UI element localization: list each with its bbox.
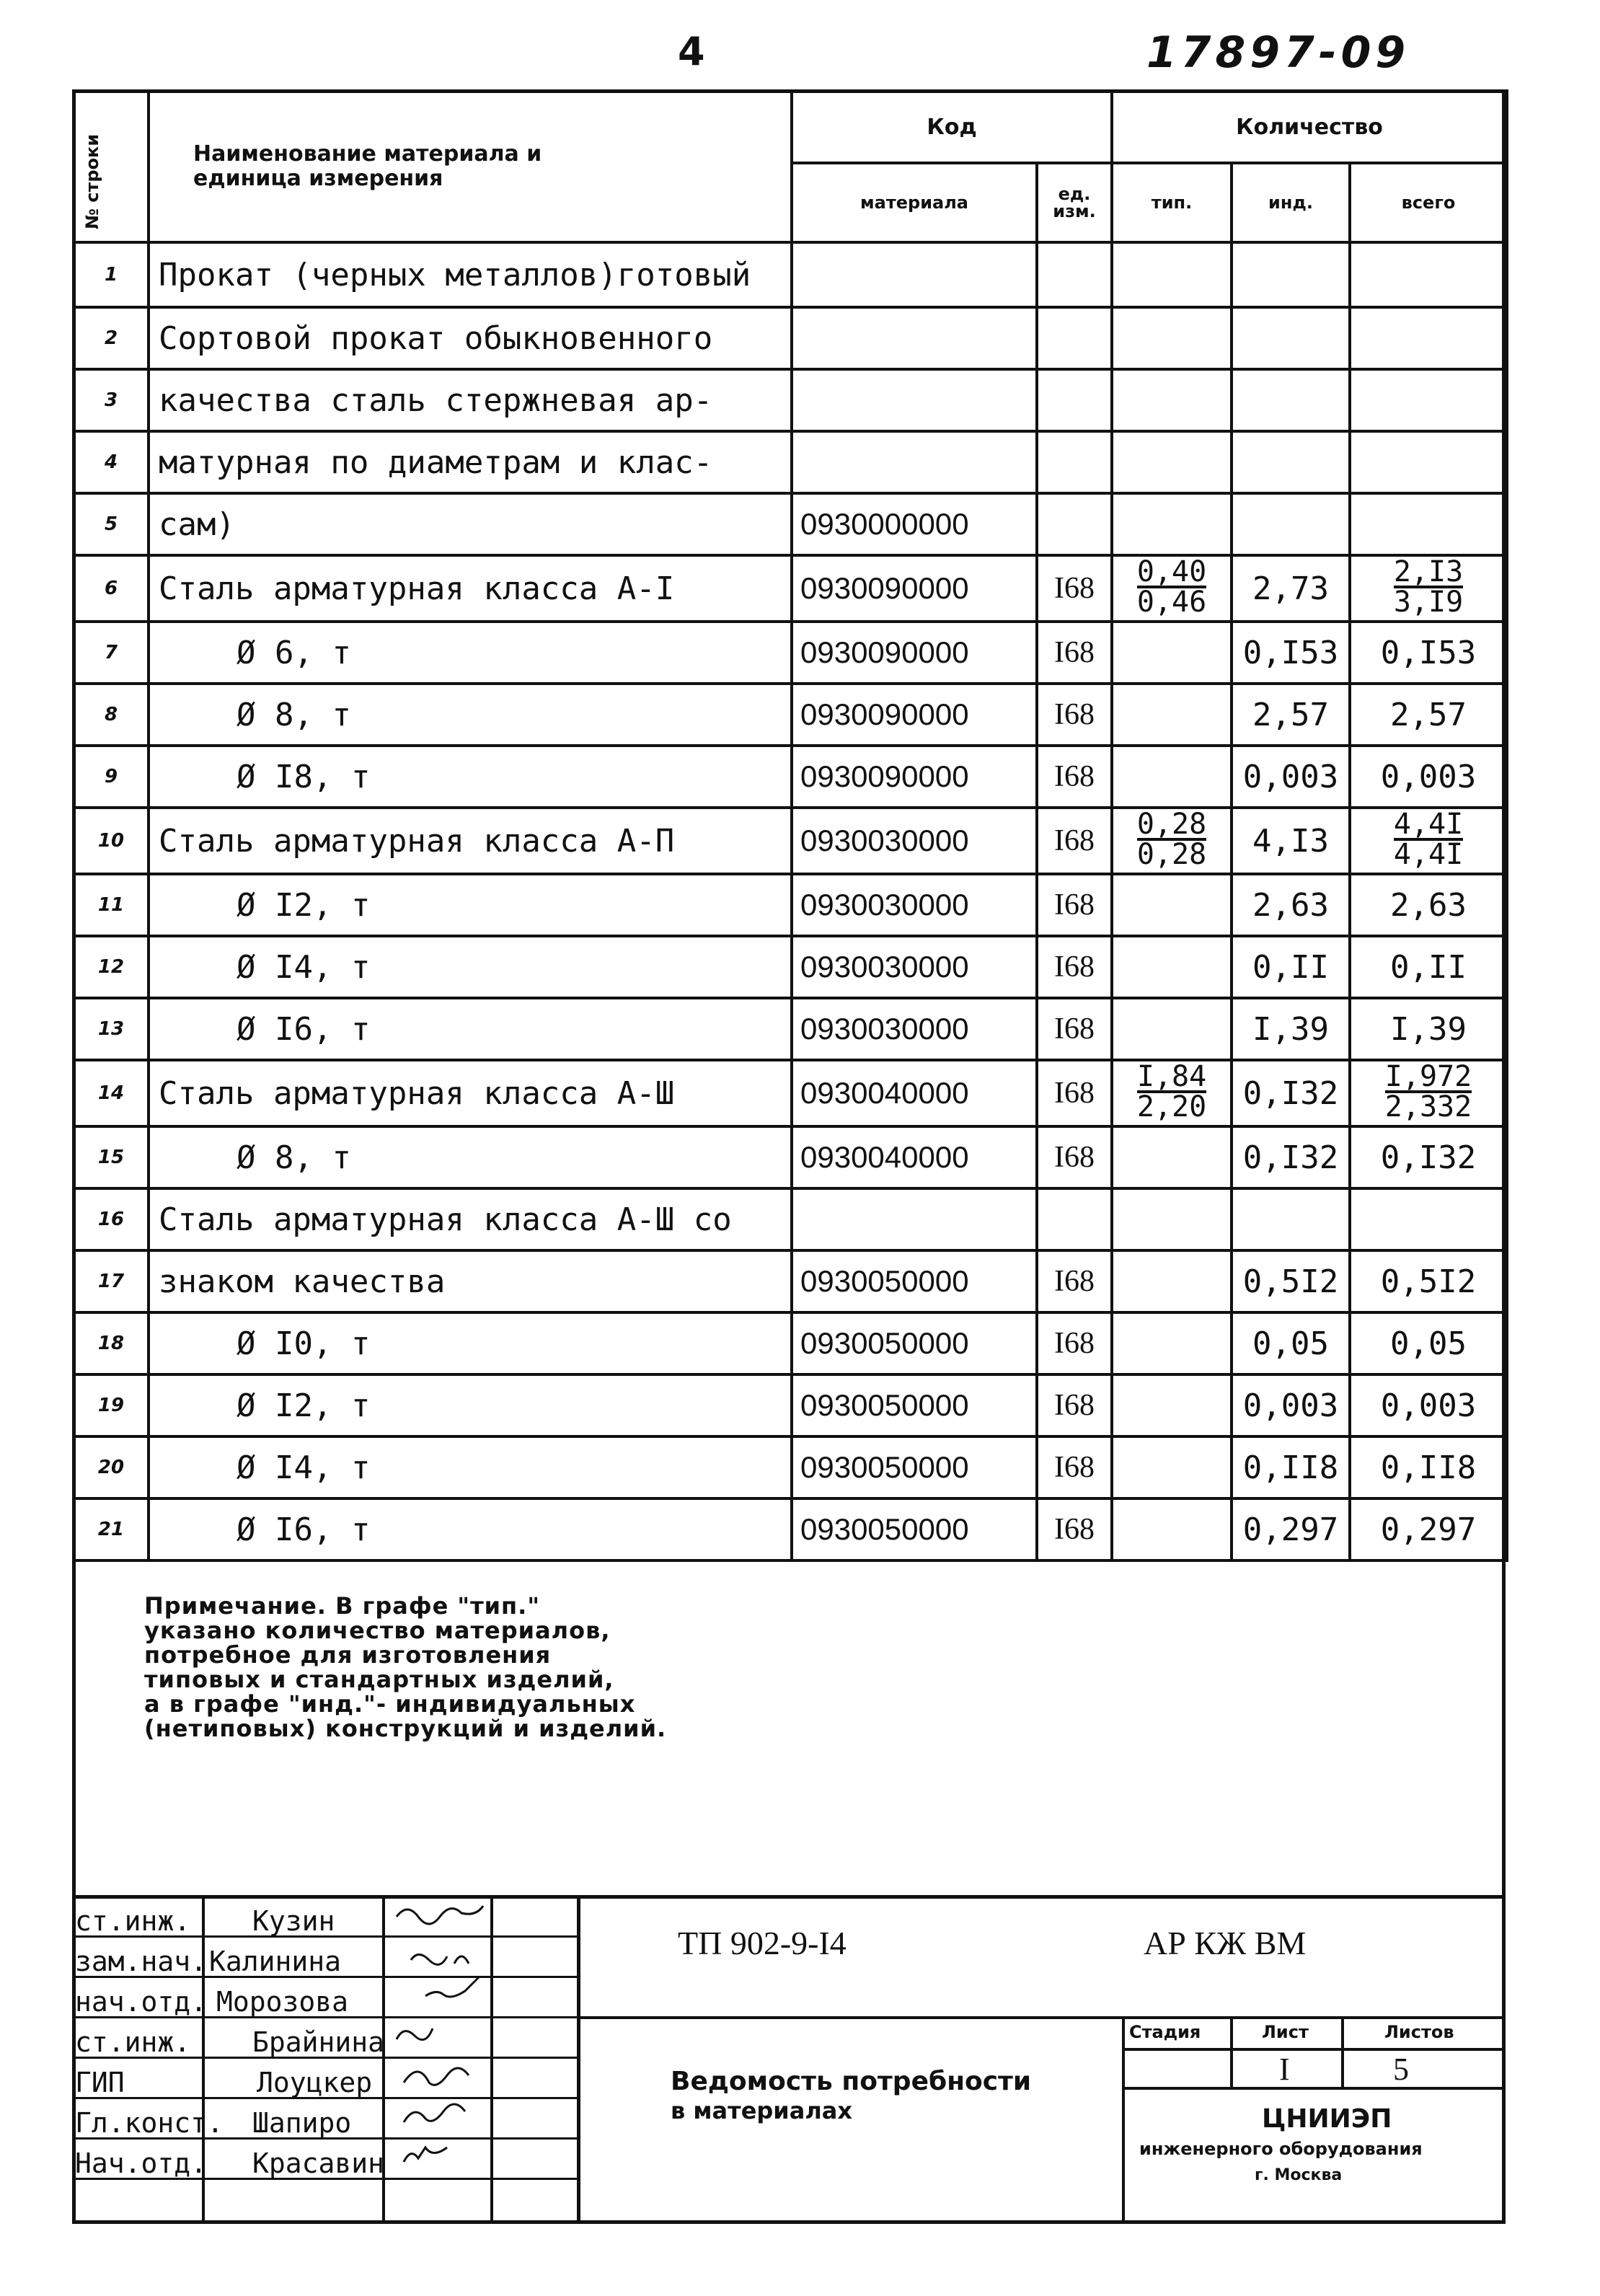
row-number: 21 [74, 1498, 149, 1560]
qty-type [1112, 555, 1232, 622]
qty-type [1112, 1060, 1232, 1126]
table-row [74, 369, 1507, 431]
material-name: Ø 8, т [149, 684, 792, 746]
material-code: 0930040000 [792, 1060, 1037, 1126]
unit-code [1037, 431, 1112, 493]
row-number-header: № строки [74, 91, 149, 242]
fraction-bottom: 0,46 [1136, 585, 1207, 619]
row-number: 7 [74, 622, 149, 684]
sheet-value: I [1279, 2052, 1290, 2087]
material-code: 0930040000 [792, 1126, 1037, 1188]
signatures [382, 1895, 577, 2224]
unit-code: I68 [1037, 1374, 1112, 1436]
table-row [74, 684, 1507, 746]
divider [1341, 2016, 1344, 2088]
material-code: 0930090000 [792, 684, 1037, 746]
qty-ind: 2,73 [1232, 555, 1350, 622]
fraction-bottom: 0,28 [1136, 837, 1207, 871]
material-code: 0930030000 [792, 874, 1037, 936]
staff-role: ст.инж. [75, 2026, 191, 2058]
material-code: 0930090000 [792, 746, 1037, 808]
material-name: Ø I2, т [149, 1374, 792, 1436]
qty-ind [1232, 1188, 1350, 1250]
qty-type [1112, 1126, 1232, 1188]
qty-total: 0,297 [1350, 1498, 1507, 1560]
table-row [74, 1250, 1507, 1312]
signature [411, 1955, 469, 1965]
qty-type [1112, 1374, 1232, 1436]
qty-total: 2,63 [1350, 874, 1507, 936]
unit-code: I68 [1037, 808, 1112, 874]
qty-type [1112, 1312, 1232, 1374]
material-name: Сталь арматурная класса А-Ш [149, 1060, 792, 1126]
unit-code [1037, 369, 1112, 431]
code-unit-header: ед. изм. [1037, 163, 1112, 242]
qty-total [1350, 431, 1507, 493]
note-line: типовых и стандартных изделий, [144, 1666, 614, 1693]
org-subtitle: инженерного оборудования [1139, 2139, 1423, 2159]
unit-code: I68 [1037, 1126, 1112, 1188]
table-row [74, 808, 1507, 874]
fraction-top: I,972 [1384, 1060, 1472, 1093]
qty-type [1112, 431, 1232, 493]
qty-total [1350, 369, 1507, 431]
doc-title-line-2: в материалах [671, 2097, 852, 2124]
material-name: Ø I4, т [149, 936, 792, 998]
material-code: 0930090000 [792, 622, 1037, 684]
row-number: 9 [74, 746, 149, 808]
qty-ind [1232, 369, 1350, 431]
qty-ind: 0,003 [1232, 746, 1350, 808]
row-number: 2 [74, 307, 149, 369]
material-name: Сталь арматурная класса А-П [149, 808, 792, 874]
table-row [74, 874, 1507, 936]
material-name: Ø I2, т [149, 874, 792, 936]
qty-ind: 0,05 [1232, 1312, 1350, 1374]
fraction-value [1136, 555, 1207, 619]
org-city: г. Москва [1255, 2166, 1343, 2184]
qty-type [1112, 493, 1232, 555]
qty-type-header: тип. [1112, 163, 1232, 242]
staff-name: Шапиро [252, 2107, 352, 2139]
sheets-label: Листов [1384, 2022, 1454, 2042]
unit-code: I68 [1037, 555, 1112, 622]
material-name: Сортовой прокат обыкновенного [149, 307, 792, 369]
row-number: 16 [74, 1188, 149, 1250]
qty-type [1112, 874, 1232, 936]
name-header: Наименование материала и единица измерения [149, 91, 792, 242]
qty-ind: 0,II [1232, 936, 1350, 998]
material-name: Ø 8, т [149, 1126, 792, 1188]
material-code: 0930050000 [792, 1374, 1037, 1436]
qty-ind-header: инд. [1232, 163, 1350, 242]
qty-type [1112, 1250, 1232, 1312]
unit-code: I68 [1037, 1060, 1112, 1126]
doc-title-line-1: Ведомость потребности [671, 2067, 1032, 2096]
qty-total: 0,II [1350, 936, 1507, 998]
qty-ind: 2,57 [1232, 684, 1350, 746]
fraction-bottom: 2,20 [1136, 1090, 1207, 1123]
section: АР КЖ ВМ [1144, 1925, 1307, 1961]
staff-role: Гл.конст. [75, 2107, 224, 2139]
qty-total: 0,I53 [1350, 622, 1507, 684]
fraction-bottom: 3,I9 [1393, 585, 1464, 619]
qty-type [1112, 242, 1232, 307]
material-name: матурная по диаметрам и клас- [149, 431, 792, 493]
quantity-header: Количество [1112, 91, 1507, 163]
material-name: Сталь арматурная класса А-I [149, 555, 792, 622]
staff-name: Морозова [216, 1986, 349, 2018]
qty-ind: 0,003 [1232, 1374, 1350, 1436]
signature [404, 2147, 447, 2162]
qty-type [1112, 936, 1232, 998]
qty-ind: 0,297 [1232, 1498, 1350, 1560]
table-row [74, 1312, 1507, 1374]
qty-total: 2,57 [1350, 684, 1507, 746]
qty-ind: 0,II8 [1232, 1436, 1350, 1498]
row-number: 20 [74, 1436, 149, 1498]
qty-type [1112, 1436, 1232, 1498]
material-code: 0930090000 [792, 555, 1037, 622]
fraction-bottom: 2,332 [1384, 1090, 1472, 1123]
qty-total [1350, 307, 1507, 369]
document-code: 17897-09 [1146, 27, 1410, 78]
fraction-value [1393, 555, 1464, 619]
code-header: Код [792, 91, 1112, 163]
qty-type [1112, 1498, 1232, 1560]
note [144, 1594, 666, 1741]
qty-total: 0,I32 [1350, 1126, 1507, 1188]
staff-name: Красавин [252, 2147, 385, 2179]
qty-total: 0,05 [1350, 1312, 1507, 1374]
qty-total [1350, 1060, 1507, 1126]
qty-ind: 2,63 [1232, 874, 1350, 936]
sheet-label: Лист [1262, 2022, 1309, 2042]
note-line: потребное для изготовления [144, 1641, 552, 1669]
material-code: 0930050000 [792, 1250, 1037, 1312]
row-number: 19 [74, 1374, 149, 1436]
signature [404, 2068, 469, 2085]
materials-table [72, 89, 1508, 1562]
fraction-value [1136, 1060, 1207, 1123]
qty-ind [1232, 307, 1350, 369]
sheets-value: 5 [1393, 2052, 1409, 2087]
divider [577, 1895, 580, 2224]
row-number: 3 [74, 369, 149, 431]
material-name: Ø I4, т [149, 1436, 792, 1498]
unit-code: I68 [1037, 1250, 1112, 1312]
row-number: 8 [74, 684, 149, 746]
material-code: 0930050000 [792, 1498, 1037, 1560]
row-number: 6 [74, 555, 149, 622]
material-name: Ø I6, т [149, 998, 792, 1060]
divider [1122, 2087, 1506, 2090]
unit-code: I68 [1037, 1312, 1112, 1374]
qty-total: 0,003 [1350, 746, 1507, 808]
qty-ind: I,39 [1232, 998, 1350, 1060]
project-code: ТП 902-9-I4 [678, 1925, 847, 1961]
material-name: Прокат (черных металлов)готовый [149, 242, 792, 307]
fraction-value [1384, 1060, 1472, 1123]
qty-type [1112, 746, 1232, 808]
row-number: 13 [74, 998, 149, 1060]
staff-name: Брайнина [252, 2026, 385, 2058]
qty-total: 0,5I2 [1350, 1250, 1507, 1312]
table-row [74, 998, 1507, 1060]
row-number: 14 [74, 1060, 149, 1126]
qty-total [1350, 493, 1507, 555]
fraction-top: 0,40 [1136, 555, 1207, 588]
note-line: указано количество материалов, [144, 1617, 611, 1644]
unit-code: I68 [1037, 936, 1112, 998]
material-code [792, 307, 1037, 369]
material-name: знаком качества [149, 1250, 792, 1312]
row-number: 18 [74, 1312, 149, 1374]
unit-code [1037, 493, 1112, 555]
divider [1230, 2016, 1233, 2088]
qty-type [1112, 684, 1232, 746]
material-name: Ø 6, т [149, 622, 792, 684]
qty-ind [1232, 242, 1350, 307]
material-name: Ø I8, т [149, 746, 792, 808]
row-number: 15 [74, 1126, 149, 1188]
row-number: 17 [74, 1250, 149, 1312]
row-number: 4 [74, 431, 149, 493]
divider [1122, 2048, 1506, 2051]
staff-role: Нач.отд. [75, 2147, 208, 2179]
table-row [74, 936, 1507, 998]
staff-role: ГИП [75, 2067, 125, 2098]
qty-total [1350, 242, 1507, 307]
qty-ind: 4,I3 [1232, 808, 1350, 874]
fraction-top: 2,I3 [1393, 555, 1464, 588]
table-row [74, 746, 1507, 808]
material-code: 0930030000 [792, 998, 1037, 1060]
material-code: 0930000000 [792, 493, 1037, 555]
material-code [792, 242, 1037, 307]
stage-label: Стадия [1129, 2022, 1201, 2042]
table-row [74, 622, 1507, 684]
unit-code: I68 [1037, 622, 1112, 684]
material-code: 0930030000 [792, 808, 1037, 874]
unit-code [1037, 242, 1112, 307]
row-number: 11 [74, 874, 149, 936]
table-row [74, 242, 1507, 307]
row-number: 1 [74, 242, 149, 307]
qty-type [1112, 1188, 1232, 1250]
unit-code [1037, 307, 1112, 369]
material-name: сам) [149, 493, 792, 555]
org-name: ЦНИИЭП [1262, 2104, 1392, 2134]
row-number: 5 [74, 493, 149, 555]
staff-name: Лоуцкер [257, 2067, 373, 2098]
material-name: Ø I6, т [149, 1498, 792, 1560]
qty-total-header: всего [1350, 163, 1507, 242]
material-code: 0930050000 [792, 1312, 1037, 1374]
qty-total [1350, 1188, 1507, 1250]
table-row [74, 1374, 1507, 1436]
qty-total: 0,003 [1350, 1374, 1507, 1436]
signature [404, 2104, 465, 2122]
table-row [74, 555, 1507, 622]
qty-ind: 0,I32 [1232, 1060, 1350, 1126]
material-code [792, 369, 1037, 431]
page-number: 4 [678, 29, 705, 74]
qty-ind [1232, 431, 1350, 493]
material-code [792, 431, 1037, 493]
fraction-value [1136, 808, 1207, 871]
fraction-top: 4,4I [1393, 808, 1464, 841]
qty-ind: 0,I32 [1232, 1126, 1350, 1188]
table-row [74, 1436, 1507, 1498]
signature [397, 1906, 483, 1924]
fraction-top: I,84 [1136, 1060, 1207, 1093]
qty-total: I,39 [1350, 998, 1507, 1060]
material-name: Ø I0, т [149, 1312, 792, 1374]
row-number: 12 [74, 936, 149, 998]
staff-role: ст.инж. [75, 1905, 191, 1937]
qty-total [1350, 555, 1507, 622]
qty-total [1350, 808, 1507, 874]
material-code [792, 1188, 1037, 1250]
note-line: Примечание. В графе "тип." [144, 1592, 540, 1620]
table-row [74, 1060, 1507, 1126]
material-code: 0930030000 [792, 936, 1037, 998]
divider [577, 2016, 1506, 2019]
table-row [74, 1498, 1507, 1560]
table-row [74, 1126, 1507, 1188]
unit-code: I68 [1037, 684, 1112, 746]
table-row [74, 307, 1507, 369]
code-material-header: материала [792, 163, 1037, 242]
unit-code: I68 [1037, 998, 1112, 1060]
signature [425, 1977, 479, 1997]
staff-role: нач.отд. [75, 1986, 208, 2018]
unit-code [1037, 1188, 1112, 1250]
material-name: качества сталь стержневая ар- [149, 369, 792, 431]
qty-ind [1232, 493, 1350, 555]
note-line: (нетиповых) конструкций и изделий. [144, 1715, 667, 1742]
unit-code: I68 [1037, 874, 1112, 936]
qty-type [1112, 998, 1232, 1060]
qty-type [1112, 369, 1232, 431]
qty-type [1112, 808, 1232, 874]
qty-ind: 0,I53 [1232, 622, 1350, 684]
unit-code: I68 [1037, 1498, 1112, 1560]
material-name: Сталь арматурная класса А-Ш со [149, 1188, 792, 1250]
table-row [74, 431, 1507, 493]
table-row [74, 493, 1507, 555]
qty-total: 0,II8 [1350, 1436, 1507, 1498]
signature [397, 2028, 433, 2040]
qty-type [1112, 307, 1232, 369]
unit-code: I68 [1037, 1436, 1112, 1498]
staff-name: Кузин [252, 1905, 335, 1937]
note-line: а в графе "инд."- индивидуальных [144, 1690, 636, 1718]
unit-code: I68 [1037, 746, 1112, 808]
fraction-bottom: 4,4I [1393, 837, 1464, 871]
fraction-top: 0,28 [1136, 808, 1207, 841]
qty-ind: 0,5I2 [1232, 1250, 1350, 1312]
staff-name: Калинина [209, 1946, 342, 1977]
divider [72, 1895, 1506, 1899]
qty-type [1112, 622, 1232, 684]
fraction-value [1393, 808, 1464, 871]
row-number: 10 [74, 808, 149, 874]
table-row [74, 1188, 1507, 1250]
material-code: 0930050000 [792, 1436, 1037, 1498]
staff-role: зам.нач. [75, 1946, 208, 1977]
